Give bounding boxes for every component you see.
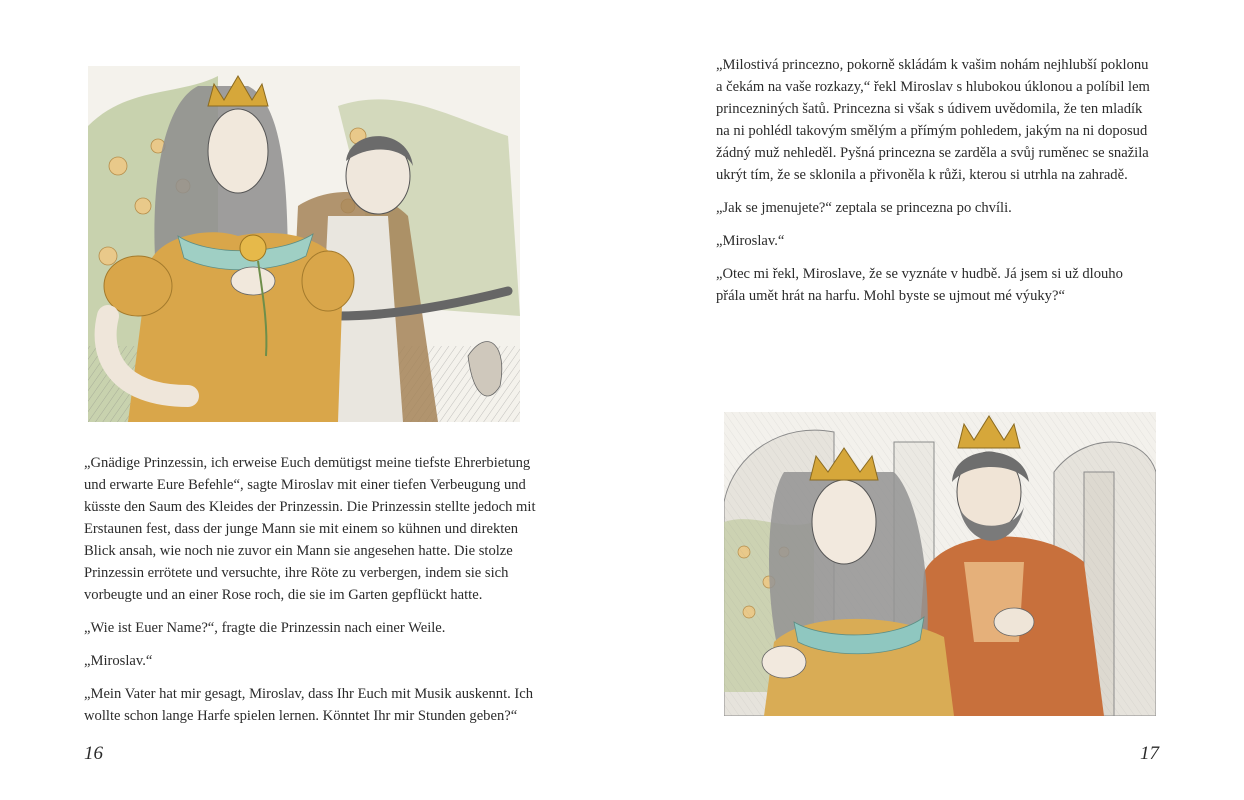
right-paragraph: „Jak se jmenujete?“ zeptala se princezna po chvíli. bbox=[716, 200, 1012, 216]
right-paragraph: „Otec mi řekl, Miroslave, že se vyznáte v hudbě. Já jsem si už dlouho přála umět hrát na harfu. Mohl byste se ujmout mé výuky?“ bbox=[716, 266, 1123, 304]
right-text-block bbox=[716, 54, 1154, 318]
right-paragraph: „Miroslav.“ bbox=[716, 233, 785, 249]
left-paragraph: „Gnädige Prinzessin, ich erweise Euch demütigst meine tiefste Ehrerbietung und erwarte Eure Befehle“, sagte Miroslav mit einer tiefen Verbeugung und küsste den Saum des Kleides der Prinzessin. Die Prinzessin stellte jedoch mit Erstaunen fest, dass der junge Mann sie mit einem so kühnen und direkten Blick ansah, wie noch nie zuvor ein Mann sie angesehen hatte. Die stolze Prinzessin errötete und versuchte, ihre Röte zu verbergen, indem sie sich vorbeugte und an einer Rose roch, die sie im Garten gepflückt hatte. bbox=[84, 455, 536, 603]
left-paragraph: „Mein Vater hat mir gesagt, Miroslav, dass Ihr Euch mit Musik auskennt. Ich wollte schon lange Harfe spielen lernen. Könntet Ihr mir Stunden geben?“ bbox=[84, 686, 534, 724]
princess-rose-illustration bbox=[88, 66, 520, 422]
left-text-block bbox=[84, 452, 552, 738]
left-paragraph: „Wie ist Euer Name?“, fragte die Prinzessin nach einer Weile. bbox=[84, 620, 446, 636]
right-paragraph: „Milostivá princezno, pokorně skládám k vašim nohám nejhlubší poklonu a čekám na vaše rozkazy,“ řekl Miroslav s hlubokou úklonou a políbil lem princezniných šatů. Princezna si však s údivem uvědomila, že ten mladík na ni pohlédl takovým smělým a přímým pohledem, jakým na ni doposud žádný muž nehleděl. Pyšná princezna se zardělа a svůj ruměnec se snažila ukrýt tím, že se sklonila a přivoněla k růži, kterou si utrhla na zahradě. bbox=[716, 57, 1150, 183]
left-paragraph: „Miroslav.“ bbox=[84, 653, 153, 669]
right-page bbox=[622, 0, 1244, 800]
page-number-right: 17 bbox=[1140, 743, 1159, 764]
page-number-left: 16 bbox=[84, 743, 103, 764]
princess-king-illustration bbox=[724, 412, 1156, 716]
